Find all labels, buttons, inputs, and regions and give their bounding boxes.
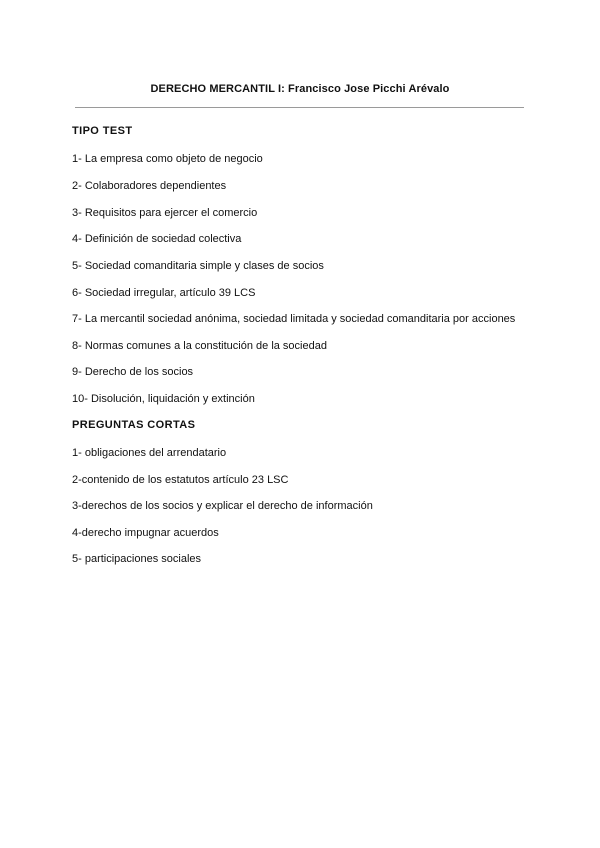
short-item-5: 5- participaciones sociales — [72, 553, 202, 565]
document-title: DERECHO MERCANTIL I: Francisco Jose Picchi Arévalo — [150, 83, 450, 95]
short-item-2: 2-contenido de los estatutos artículo 23 LSC — [72, 474, 289, 486]
short-item-3: 3-derechos de los socios y explicar el derecho de información — [72, 500, 373, 512]
test-item-7: 7- La mercantil sociedad anónima, sociedad limitada y sociedad comanditaria por acciones — [72, 313, 516, 325]
test-item-4: 4- Definición de sociedad colectiva — [72, 233, 242, 245]
test-item-6: 6- Sociedad irregular, artículo 39 LCS — [72, 287, 256, 299]
test-item-9: 9- Derecho de los socios — [72, 366, 194, 378]
test-item-3: 3- Requisitos para ejercer el comercio — [72, 207, 258, 219]
test-item-8: 8- Normas comunes a la constitución de la sociedad — [72, 340, 327, 352]
title-divider — [75, 107, 524, 108]
section-heading-tipo-test: TIPO TEST — [72, 125, 133, 137]
test-item-1: 1- La empresa como objeto de negocio — [72, 153, 263, 165]
test-item-10: 10- Disolución, liquidación y extinción — [72, 393, 255, 405]
section-heading-preguntas-cortas: PREGUNTAS CORTAS — [72, 419, 196, 431]
test-item-2: 2- Colaboradores dependientes — [72, 180, 227, 192]
short-item-4: 4-derecho impugnar acuerdos — [72, 527, 219, 539]
test-item-5: 5- Sociedad comanditaria simple y clases de socios — [72, 260, 324, 272]
short-item-1: 1- obligaciones del arrendatario — [72, 447, 227, 459]
